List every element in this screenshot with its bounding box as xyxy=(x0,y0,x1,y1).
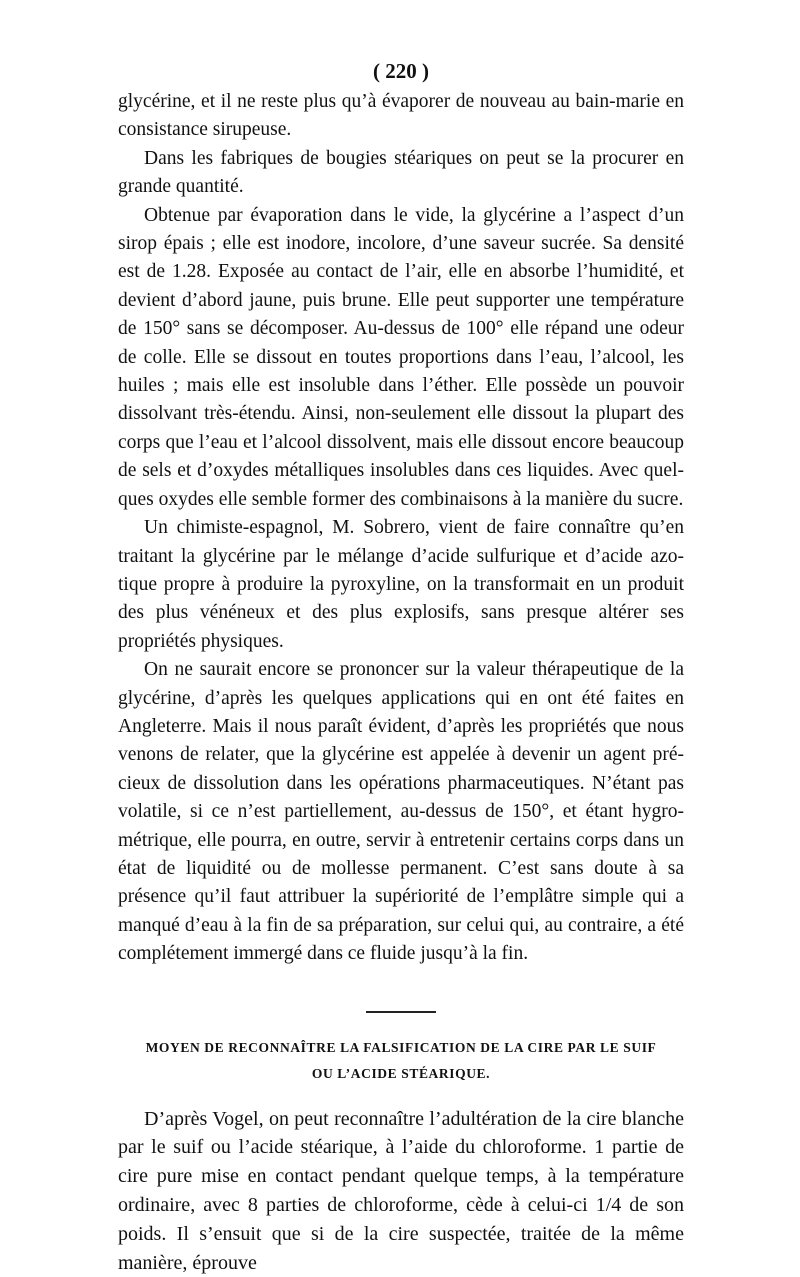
page-number: ( 220 ) xyxy=(373,59,429,83)
section-divider xyxy=(366,1011,436,1013)
paragraph-fabriques: Dans les fabriques de bougies stéariques on peut se la procurer en grande quantité. xyxy=(118,147,684,198)
section-title-line-1: MOYEN DE RECONNAÎTRE LA FALSIFICATION DE LA CIRE PAR LE SUIF xyxy=(145,1039,657,1055)
paragraph-therapeutic: On ne saurait encore se prononcer sur la valeur thérapeutique de la glycérine, d’après les quelques applications qui en ont été faites en Angleterre. Mais il nous paraît évident, d’après les propriétés que nous venons de relater, que la glycérine est appelée à devenir un agent précieux de dissolution dans les opérations pharmaceutiques. N’étant pas volatile, si ce n’est partiellement, au-dessus de 150°, et étant hygrométrique, elle pourra, en outre, servir à entretenir certains corps dans un état de liquidité ou de mollesse permanent. C’est sans doute à sa présence qu’il faut attribuer la supériorité de l’emplâtre simple qui a manqué d’eau à la fin de sa préparation, sur celui qui, au contraire, a été complétement immergé dans ce fluide jusqu’à la fin. xyxy=(118,659,684,965)
paragraph-properties: Obtenue par évaporation dans le vide, la glycérine a l’aspect d’un sirop épais ; elle est inodore, incolore, d’une saveur sucrée. Sa densité est de 1.28. Exposée au contact de l’air, elle en absorbe l’humidité, et devient d’abord jaune, puis brune. Elle peut supporter une température de 150° sans se décomposer. Au-dessus de 100° elle répand une odeur de colle. Elle se dissout en toutes proportions dans l’eau, l’alcool, les huiles ; mais elle est insoluble dans l’éther. Elle possède un pouvoir dissolvant très-étendu. Ainsi, non-seulement elle dissout la plupart des corps que l’eau et l’alcool dissolvent, mais elle dissout encore beaucoup de sels et d’oxydes métalliques insolubles dans ces liquides. Avec quelques oxydes elle semble former des combinaisons à la manière du sucre. xyxy=(118,204,684,510)
paragraph-vogel: D’après Vogel, on peut reconnaître l’adultération de la cire blanche par le suif ou l’acide stéarique, à l’aide du chloroforme. 1 partie de cire pure mise en contact pendant quelque temps, à la température ordinaire, avec 8 parties de chloroforme, cède à celui-ci 1/4 de son poids. Il s’ensuit que si de la cire suspectée, traitée de la même manière, éprouve xyxy=(118,1107,684,1274)
paragraph-sobrero: Un chimiste-espagnol, M. Sobrero, vient de faire connaître qu’en traitant la glycérine par le mélange d’acide sulfurique et d’acide azotique propre à produire la pyroxyline, on la transformait en un produit des plus vénéneux et des plus explosifs, sans presque altérer ses propriétés physiques. xyxy=(118,517,684,652)
book-page xyxy=(118,56,684,1277)
section-title-line-2: OU L’ACIDE STÉARIQUE. xyxy=(311,1065,491,1081)
paragraph-continuation: glycérine, et il ne reste plus qu’à évaporer de nouveau au bain-marie en consistance sirupeuse. xyxy=(118,91,684,141)
section-title xyxy=(118,1035,684,1087)
